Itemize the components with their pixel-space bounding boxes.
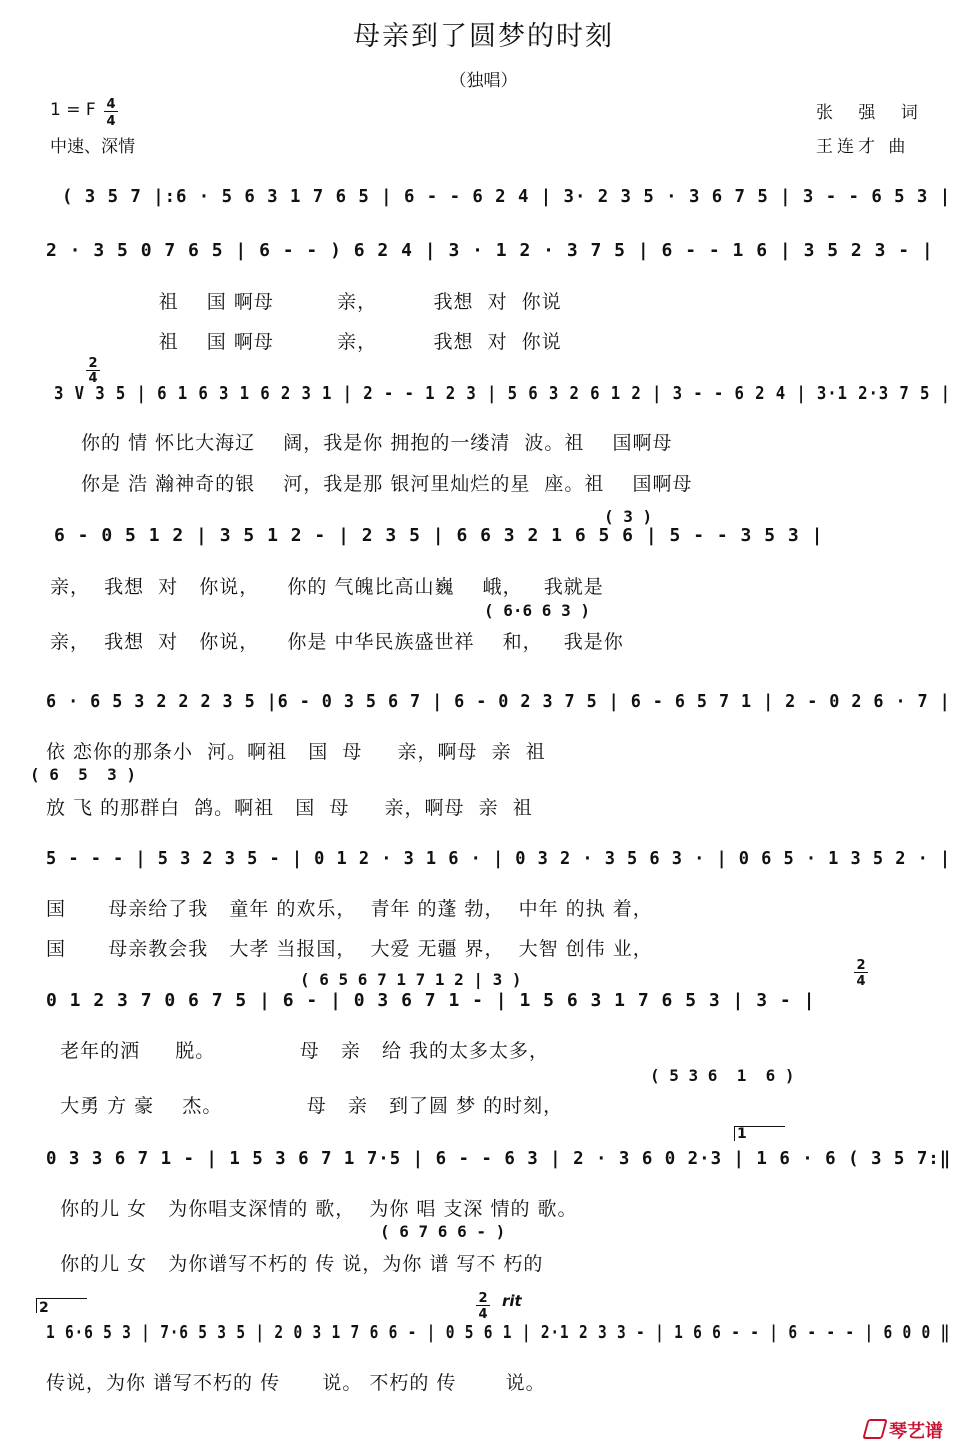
lyricist-credit: 张 强 词 [816,103,928,123]
lyric-verse-1: 你的儿 女 为你唱支深情的 歌， 为你 唱 支深 情的 歌。 [46,1198,578,1220]
note-line: 0 3 3 6 7 1 - | 1 5 3 6 7 1 7·5 | 6 - - 6 3 | 2 · 3 6 0 2·3 | 1 6 · 6 ( 3 5 7:‖ [46,1148,952,1169]
lyric-verse-2: 大勇 方 豪 杰。 母 亲 到了圆 梦 的时刻， [46,1095,564,1117]
note-line: 1 6·6 5 3 | 7·6 5 3 5 | 2 0 3 1 7 6 6 - | 0 5 6 1 | 2·1 2 3 3 - | 1 6 6 - - | 6 - - - | 6 0 0 ‖ [46,1322,951,1343]
note-line: 0 1 2 3 7 0 6 7 5 | 6 - | 0 3 6 7 1 - | 1 5 6 3 1 7 6 5 3 | 3 - | [46,990,816,1011]
volta-2-label: 2 [39,1300,49,1316]
lyric-verse-2: 你的儿 女 为你谱写不朽的 传 说，为你 谱 写不 朽的 [46,1253,544,1275]
logo-text: 琴艺谱 [889,1421,943,1442]
tempo-marking: 中速、深情 [50,137,135,157]
site-logo [865,1417,943,1443]
page-subtitle: （独唱） [449,71,518,91]
alternate-notes-insert: ( 5 3 6 1 6 ) [650,1066,795,1085]
time-signature-change-top: 2 [854,959,868,973]
time-signature-change-bottom: 4 [88,371,98,386]
lyric-verse-1: 你的 情 怀比大海辽 阔，我是你 拥抱的一缕清 波。祖 国啊母 [74,432,673,454]
note-line: 6 - 0 5 1 2 | 3 5 1 2 - | 2 3 5 | 6 6 3 2 1 6 5 6 | 5 - - 3 5 3 | [54,525,824,546]
note-line: 6 · 6 5 3 2 2 2 3 5 |6 - 0 3 5 6 7 | 6 - 0 2 3 7 5 | 6 - 6 5 7 1 | 2 - 0 2 6 · 7 | [46,691,951,712]
alternate-notes-insert: ( 3 ) [604,507,653,526]
note-line: 3 V 3 5 | 6 1 6 3 1 6 2 3 1 | 2 - - 1 2 3 | 5 6 3 2 6 1 2 | 3 - - 6 2 4 | 3·1 2·3 7 5 | [54,383,951,404]
key-signature: 1 = F [50,100,96,120]
lyric-verse-1: 传说，为你 谱写不朽的 传 说。 不朽的 传 说。 [46,1372,546,1394]
ritardando-marking: rit [502,1292,522,1310]
note-line: 2 · 3 5 0 7 6 5 | 6 - - ) 6 2 4 | 3 · 1 2 · 3 7 5 | 6 - - 1 6 | 3 5 2 3 - | [46,240,934,261]
lyric-verse-2: 放 飞 的那群白 鸽。啊祖 国 母 亲，啊母 亲 祖 [46,797,533,819]
alternate-notes-insert: ( 6 7 6 6 - ) [380,1222,506,1241]
alternate-notes-insert: ( 6 5 6 7 1 7 1 2 | 3 ) [300,970,522,989]
time-signature-top: 4 [104,98,118,112]
lyric-verse-2: 亲， 我想 对 你说， 你是 中华民族盛世祥 和， 我是你 [50,631,624,653]
lyric-verse-1: 祖 国 啊母 亲， 我想 对 你说 [46,291,562,313]
lyric-verse-2: 国 母亲教会我 大孝 当报国， 大爱 无疆 界， 大智 创伟 业， [46,938,653,960]
logo-pen-icon [862,1419,887,1439]
lyric-verse-1: 依 恋你的那条小 河。啊祖 国 母 亲，啊母 亲 祖 [46,741,546,763]
lyric-verse-2: 祖 国 啊母 亲， 我想 对 你说 [46,331,562,353]
note-line: 5 - - - | 5 3 2 3 5 - | 0 1 2 · 3 1 6 · | 0 3 2 · 3 5 6 3 · | 0 6 5 · 1 3 5 2 · | [46,848,952,869]
lyric-verse-1: 国 母亲给了我 童年 的欢乐， 青年 的蓬 勃， 中年 的执 着， [46,898,653,920]
time-signature-change-bottom: 4 [478,1307,488,1322]
time-signature-change-bottom: 4 [856,974,866,989]
time-signature-bottom: 4 [106,114,116,129]
time-signature-change-top: 2 [476,1292,490,1306]
time-signature-change-top: 2 [86,357,100,371]
lyric-verse-2: 你是 浩 瀚神奇的银 河，我是那 银河里灿烂的星 座。祖 国啊母 [74,473,693,495]
composer-credit: 王连才 曲 [816,137,910,157]
page-title: 母亲到了圆梦的时刻 [353,21,614,52]
note-line: ( 3 5 7 |:6 · 5 6 3 1 7 6 5 | 6 - - 6 2 4 | 3· 2 3 5 · 3 6 7 5 | 3 - - 6 5 3 | [62,186,952,207]
alternate-notes-insert: ( 6 5 3 ) [30,765,136,784]
lyric-verse-1: 亲， 我想 对 你说， 你的 气魄比高山巍 峨， 我就是 [50,576,604,598]
volta-1-label: 1 [737,1126,747,1142]
lyric-verse-1: 老年的洒 脱。 母 亲 给 我的太多太多， [46,1040,550,1062]
alternate-notes-insert: ( 6·6 6 3 ) [484,601,590,620]
